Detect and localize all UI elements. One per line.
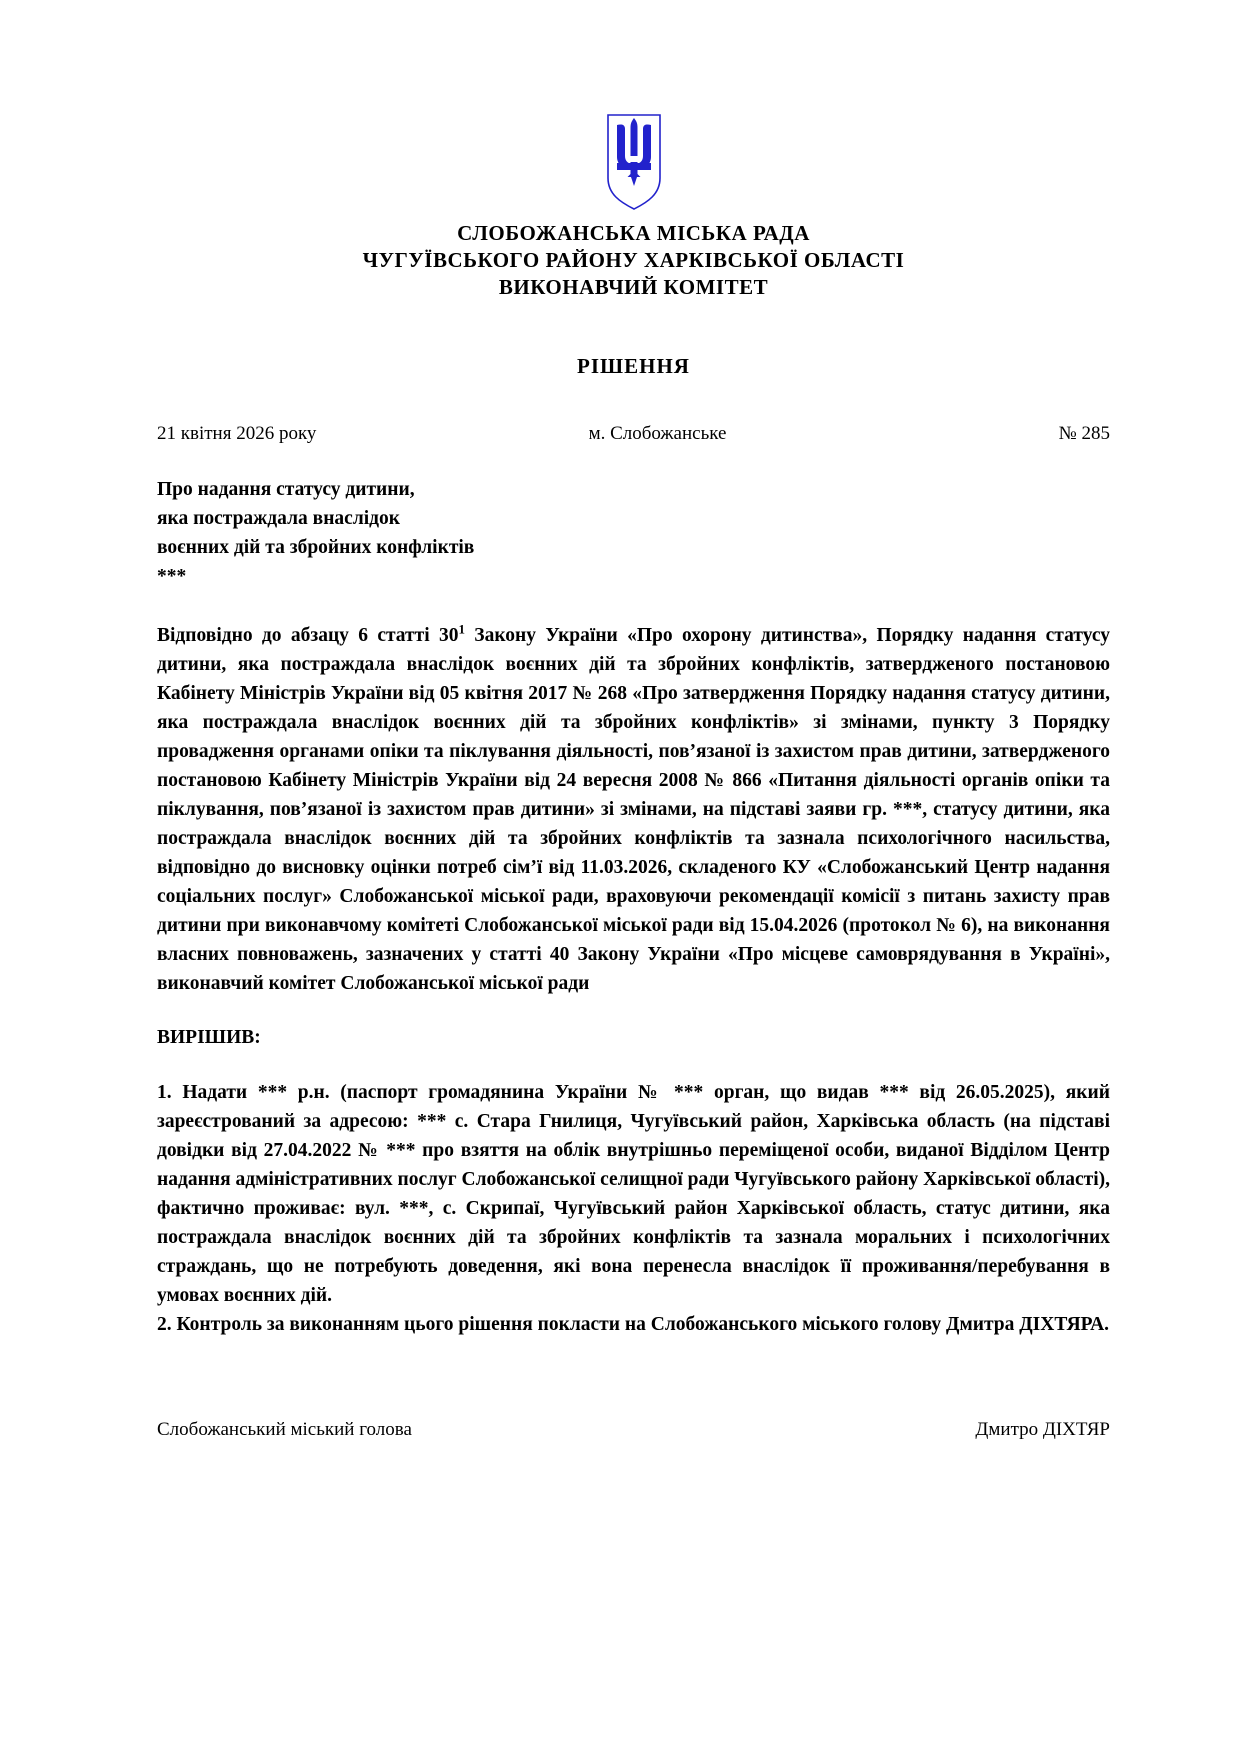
preamble-text-before-superscript: Відповідно до абзацу 6 статті 30 xyxy=(157,625,459,646)
decision-item-1: 1. Надати *** р.н. (паспорт громадянина України № *** орган, що видав *** від 26.05.2025), який зареєстрований за адресою: *** с. Стара Гнилиця, Чугуївський район, Харківська область (на підставі довідки від 27.04.2022 № *** про взяття на облік внутрішньо переміщеної особи, виданої Відділом Центр надання адміністративних послуг Слобожанської селищної ради Чугуївського району Харківської області), фактично проживає: вул. ***, с. Скрипаї, Чугуївський район Харківської область, статус дитини, яка постраждала внаслідок воєнних дій та збройних конфліктів та зазнала моральних і психологічних страждань, що не потребують доведення, які вона перенесла внаслідок її проживання/перебування в умовах воєнних дій. xyxy=(157,1082,1110,1306)
ukraine-trident-emblem-icon xyxy=(603,112,665,212)
subject-redaction-asterisks: *** xyxy=(157,566,187,587)
document-place: м. Слобожанське xyxy=(588,423,727,444)
subject-line: воєнних дій та збройних конфліктів xyxy=(157,537,475,558)
subject-line: Про надання статусу дитини, xyxy=(157,479,415,500)
document-date: 21 квітня 2026 року xyxy=(157,423,317,444)
signatory-name: Дмитро ДІХТЯР xyxy=(975,1419,1110,1440)
document-header xyxy=(157,112,1110,379)
document-type-title: РІШЕННЯ xyxy=(577,354,690,378)
document-meta-row xyxy=(157,423,1110,445)
document-number: № 285 xyxy=(1058,423,1110,444)
subject-line: яка постраждала внаслідок xyxy=(157,508,401,529)
org-name-line2: ЧУГУЇВСЬКОГО РАЙОНУ ХАРКІВСЬКОЇ ОБЛАСТІ xyxy=(362,248,905,272)
decision-items xyxy=(157,1078,1110,1339)
resolved-label: ВИРІШИВ: xyxy=(157,1027,261,1048)
preamble-text-after-superscript: Закону України «Про охорону дитинства», Порядку надання статусу дитини, яка постраждала внаслідок воєнних дій та збройних конфліктів, затвердженого постановою Кабінету Міністрів України від 05 квітня 2017 № 268 «Про затвердження Порядку надання статусу дитини, яка постраждала внаслідок воєнних дій та збройних конфліктів» зі змінами, пункту 3 Порядку провадження органами опіки та піклування діяльності, пов’язаної із захистом прав дитини, затвердженого постановою Кабінету Міністрів України від 24 вересня 2008 № 866 «Питання діяльності органів опіки та піклування, пов’язаної із захистом прав дитини» зі змінами, на підставі заяви гр. ***, статусу дитини, яка постраждала внаслідок воєнних дій та збройних конфліктів та зазнала психологічного насильства, відповідно до висновку оцінки потреб сім’ї від 11.03.2026, складеного КУ «Слобожанський Центр надання соціальних послуг» Слобожанської міської ради, враховуючи рекомендації комісії з питань захисту прав дитини при виконавчому комітеті Слобожанської міської ради від 15.04.2026 (протокол № 6), на виконання власних повноважень, зазначених у статті 40 Закону України «Про місцеве самоврядування в Україні», виконавчий комітет Слобожанської міської ради xyxy=(157,625,1110,994)
signature-row xyxy=(157,1419,1110,1441)
subject-block xyxy=(157,475,1110,591)
preamble-paragraph xyxy=(157,621,1110,998)
org-name-line1: СЛОБОЖАНСЬКА МІСЬКА РАДА xyxy=(457,221,810,245)
emblem-container xyxy=(157,112,1110,212)
org-name-line3: ВИКОНАВЧИЙ КОМІТЕТ xyxy=(498,275,769,299)
statute-superscript: 1 xyxy=(458,621,465,637)
signatory-position: Слобожанський міський голова xyxy=(157,1419,412,1440)
decision-item-2: 2. Контроль за виконанням цього рішення покласти на Слобожанського міського голову Дмитра ДІХТЯРА. xyxy=(157,1314,1110,1335)
